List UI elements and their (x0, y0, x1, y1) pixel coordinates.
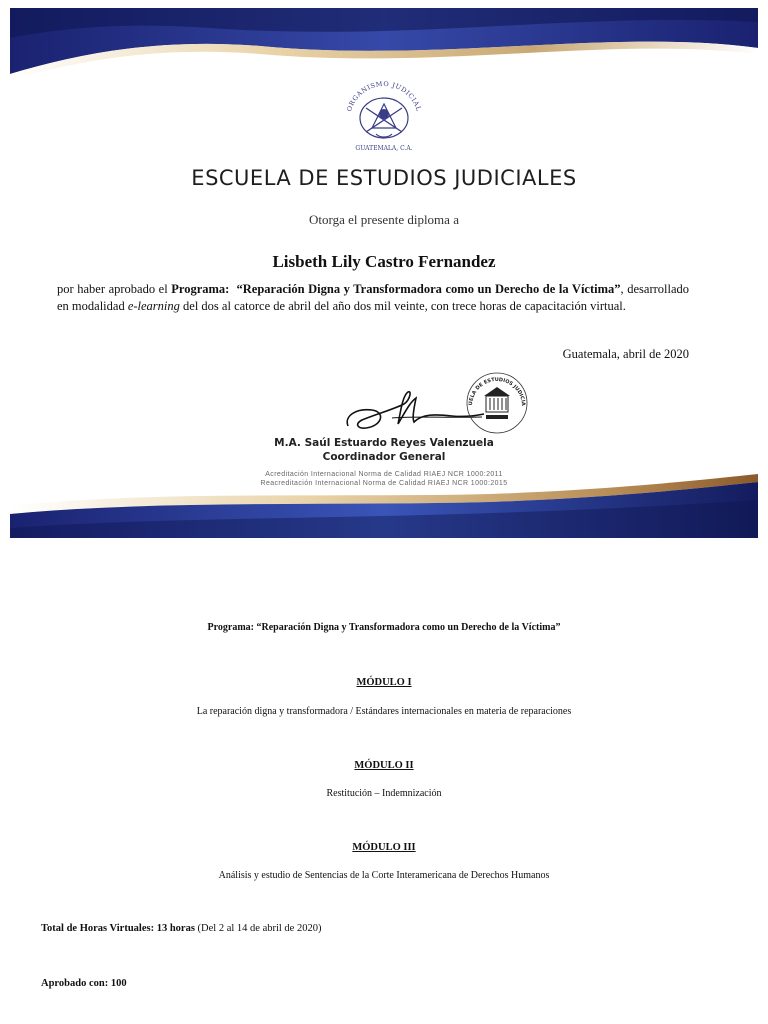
program-name: “Reparación Digna y Transformadora como un Derecho de la Víctima” (256, 622, 561, 633)
module-3-text: Análisis y estudio de Sentencias de la Corte Interamericana de Derechos Humanos (218, 870, 550, 881)
module-2-text: Restitución – Indemnización (326, 788, 442, 799)
signer-block (10, 436, 758, 464)
program-label: Programa: (207, 622, 254, 633)
school-title: ESCUELA DE ESTUDIOS JUDICIALES (191, 166, 577, 190)
total-hours-label: Total de Horas Virtuales: (41, 923, 155, 934)
grant-statement: Otorga el presente diploma a (309, 212, 459, 227)
body-text-2: , desarrollado en modalidad (57, 282, 690, 313)
module-1-heading: MÓDULO I (356, 677, 412, 688)
logo-top-text: ORGANISMO JUDICIAL (345, 79, 423, 113)
seal-text: UELA DE ESTUDIOS JUDICIA (467, 376, 527, 407)
body-text-3: del dos al catorce de abril del año dos mil veinte, con trece horas de capacitación virtual. (179, 299, 626, 313)
total-hours-value: 13 horas (156, 923, 195, 934)
program-line (0, 622, 768, 633)
logo-bottom-text: GUATEMALA, C.A. (355, 145, 413, 152)
signer-name: M.A. Saúl Estuardo Reyes Valenzuela (274, 437, 494, 449)
organismo-judicial-logo-icon (336, 78, 432, 152)
body-programa-name: “Reparación Digna y Transformadora como un Derecho de la Víctima” (236, 282, 621, 296)
accreditation-line-1: Acreditación Internacional Norma de Calidad RIAEJ NCR 1000:2011 (265, 471, 503, 478)
module-2-heading: MÓDULO II (354, 760, 414, 771)
body-text-1: por haber aprobado el (57, 282, 172, 296)
module-1-text: La reparación digna y transformadora / Estándares internacionales en materia de reparaciones (196, 706, 572, 717)
accreditation-line-2: Reacreditación Internacional Norma de Calidad RIAEJ NCR 1000:2015 (260, 480, 508, 487)
approved-label: Aprobado con: (41, 978, 109, 989)
svg-text:ESCUELA DE ESTUDIOS JUDICIALES (464, 370, 526, 406)
total-hours-line (41, 923, 321, 934)
school-seal-icon (464, 370, 530, 436)
module-3-heading: MÓDULO III (352, 842, 416, 853)
top-wave-decoration (10, 8, 758, 83)
approved-value: 100 (110, 978, 127, 989)
svg-text:ORGANISMO JUDICIAL (345, 80, 423, 113)
body-programa-label: Programa: (171, 282, 230, 296)
diploma-body-text (57, 281, 689, 315)
total-hours-range: (Del 2 al 14 de abril de 2020) (197, 923, 322, 934)
bottom-wave-decoration (10, 470, 758, 538)
issue-date: Guatemala, abril de 2020 (562, 347, 689, 361)
diploma-certificate (10, 8, 758, 538)
approved-line (41, 978, 127, 989)
recipient-name: Lisbeth Lily Castro Fernandez (272, 252, 496, 271)
body-elearning: e-learning (127, 299, 180, 313)
signer-role: Coordinador General (322, 451, 446, 463)
